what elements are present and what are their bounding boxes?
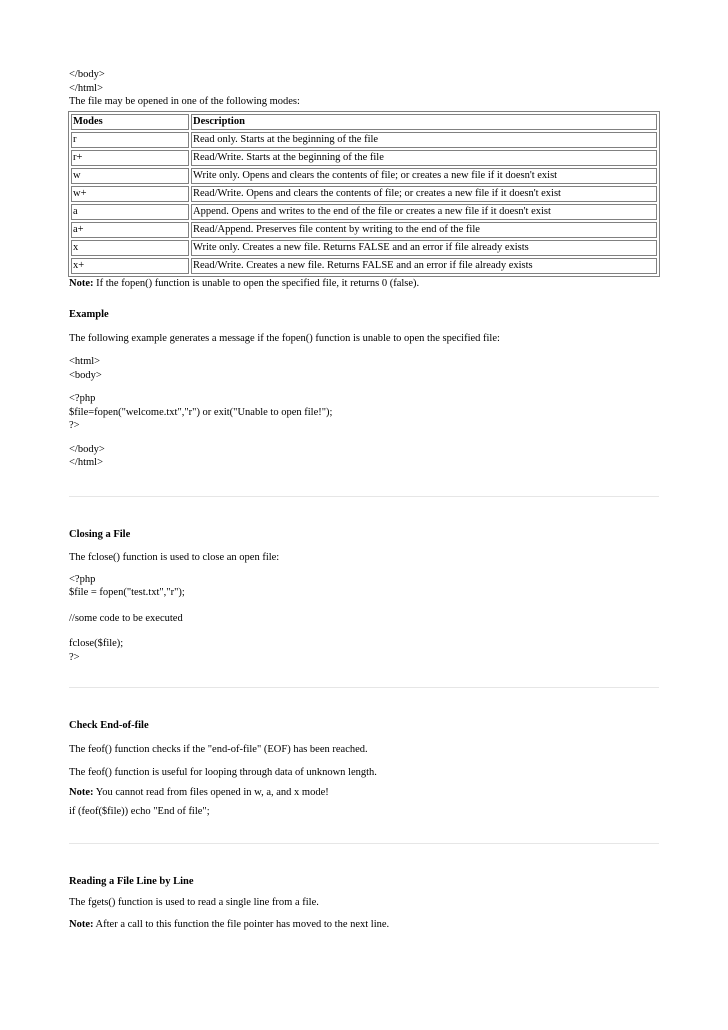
table-row: [71, 186, 657, 202]
code-line: <html>: [69, 356, 101, 367]
table-row: [71, 204, 657, 220]
code-line: $file = fopen("test.txt","r");: [69, 587, 185, 598]
closing-description: The fclose() function is used to close an open file:: [69, 552, 280, 563]
code-line: ?>: [69, 651, 80, 663]
code-line: </html>: [69, 82, 104, 94]
modes-table: [68, 111, 660, 277]
code-line: <?php: [69, 393, 96, 404]
description-cell: Write only. Opens and clears the contents of file; or creates a new file if it doesn't exist: [191, 168, 657, 184]
code-line: if (feof($file)) echo "End of file";: [69, 806, 210, 817]
code-line: <?php: [69, 573, 96, 585]
note-paragraph: [69, 918, 659, 932]
reading-paragraph: The fgets() function is used to read a single line from a file.: [69, 897, 319, 908]
code-line: //some code to be executed: [69, 612, 183, 624]
mode-cell: w: [71, 168, 189, 184]
eof-paragraph: The feof() function checks if the "end-of-file" (EOF) has been reached.: [69, 743, 368, 755]
code-line: </html>: [69, 457, 104, 468]
table-row: [71, 240, 657, 256]
code-line: </body>: [69, 443, 105, 455]
code-line: ?>: [69, 420, 80, 431]
mode-cell: x+: [71, 258, 189, 274]
table-row: [71, 168, 657, 184]
description-cell: Append. Opens and writes to the end of the file or creates a new file if it doesn't exist: [191, 204, 657, 220]
note-label: Note:: [69, 918, 94, 930]
note-paragraph: [69, 786, 659, 800]
code-line: </body>: [69, 69, 105, 80]
note-paragraph: [69, 277, 659, 291]
code-line: <body>: [69, 369, 102, 381]
eof-heading: Check End-of-file: [69, 720, 149, 731]
mode-cell: r: [71, 132, 189, 148]
closing-heading: Closing a File: [69, 528, 131, 540]
description-cell: Read only. Starts at the beginning of the file: [191, 132, 657, 148]
note-label: Note:: [69, 277, 94, 289]
example-description: The following example generates a message if the fopen() function is unable to open the specified file:: [69, 332, 500, 344]
reading-heading: Reading a File Line by Line: [69, 875, 194, 887]
eof-paragraph: The feof() function is useful for looping through data of unknown length.: [69, 767, 377, 778]
mode-cell: a: [71, 204, 189, 220]
table-row: [71, 222, 657, 238]
code-line: $file=fopen("welcome.txt","r") or exit("Unable to open file!");: [69, 406, 333, 418]
header-modes: Modes: [71, 114, 189, 130]
table-header-row: [71, 114, 657, 130]
intro-text: The file may be opened in one of the following modes:: [69, 96, 300, 107]
table-row: [71, 258, 657, 274]
mode-cell: w+: [71, 186, 189, 202]
mode-cell: x: [71, 240, 189, 256]
description-cell: Read/Write. Creates a new file. Returns FALSE and an error if file already exists: [191, 258, 657, 274]
mode-cell: r+: [71, 150, 189, 166]
note-label: Note:: [69, 786, 94, 798]
description-cell: Read/Append. Preserves file content by writing to the end of the file: [191, 222, 657, 238]
mode-cell: a+: [71, 222, 189, 238]
table-row: [71, 150, 657, 166]
code-line: fclose($file);: [69, 638, 124, 649]
description-cell: Read/Write. Starts at the beginning of the file: [191, 150, 657, 166]
note-text: You cannot read from files opened in w, a, and x mode!: [93, 786, 329, 798]
description-cell: Read/Write. Opens and clears the contents of file; or creates a new file if it doesn't exist: [191, 186, 657, 202]
document-page: [69, 68, 659, 931]
example-heading: Example: [69, 309, 109, 320]
description-cell: Write only. Creates a new file. Returns FALSE and an error if file already exists: [191, 240, 657, 256]
header-description: Description: [191, 114, 657, 130]
note-text: If the fopen() function is unable to open the specified file, it returns 0 (false).: [93, 277, 420, 289]
note-text: After a call to this function the file pointer has moved to the next line.: [93, 918, 390, 930]
table-row: [71, 132, 657, 148]
